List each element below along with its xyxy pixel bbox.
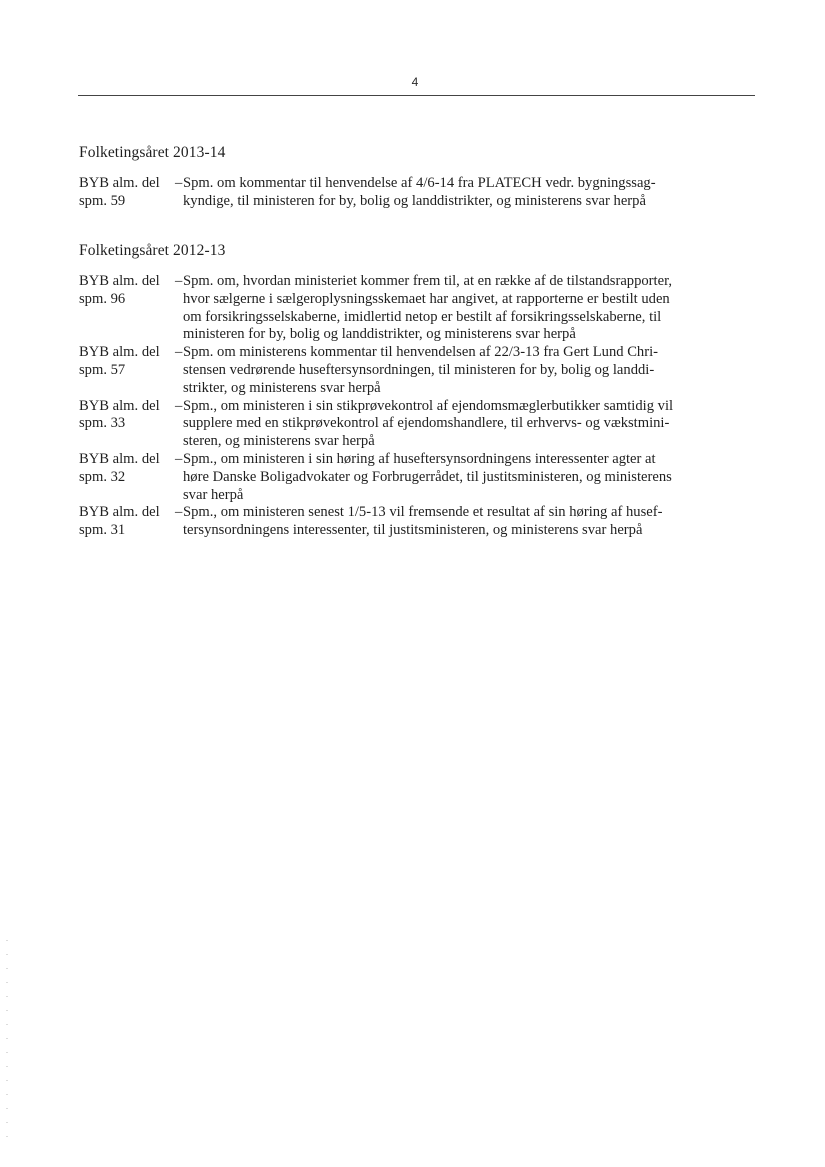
section-2013-14: [79, 143, 759, 211]
entry-text-line: ministeren for by, bolig og landdistrikter, og ministerens svar herpå: [183, 326, 576, 343]
entry-text-line: Spm., om ministeren i sin høring af huseftersynsordningens interessenter agter at: [183, 450, 656, 467]
entry-label: [79, 504, 183, 540]
entry-text-line: supplere med en stikprøvekontrol af ejendomshandlere, til erhvervs- og vækstmini-: [183, 415, 670, 432]
scan-margin-specks: [6, 940, 8, 1140]
section-heading: Folketingsåret 2013-14: [79, 144, 226, 161]
entry-text-line: Spm. om, hvordan ministeriet kommer frem til, at en række af de tilstandsrapporter,: [183, 273, 672, 289]
entry-text: [183, 451, 759, 504]
entry-label: [79, 398, 183, 451]
section-heading: Folketingsåret 2012-13: [79, 242, 226, 259]
entry-text-line: strikter, og ministerens svar herpå: [183, 379, 381, 396]
entry-dash: –: [175, 397, 183, 414]
entry-text-line: høre Danske Boligadvokater og Forbrugerrådet, til justitsministeren, og ministerens: [183, 468, 672, 485]
entry-label: [79, 451, 183, 504]
entry-spm-31: [79, 504, 759, 540]
entry-text: [183, 273, 759, 344]
entry-dash: –: [175, 344, 183, 361]
entry-text-line: om forsikringsselskaberne, imidlertid netop er bestilt af forsikringsselskaberne, til: [183, 308, 662, 325]
entry-label-line-1: BYB alm. del: [79, 175, 160, 191]
entry-text: [183, 344, 759, 397]
entry-spm-57: [79, 344, 759, 397]
entry-text-line: svar herpå: [183, 486, 244, 503]
entry-spm-32: [79, 451, 759, 504]
page-number: 4: [411, 75, 419, 89]
entry-label-line-1: BYB alm. del: [79, 273, 160, 289]
entry-text: [183, 504, 759, 540]
entry-label: [79, 273, 183, 344]
entry-text: [183, 398, 759, 451]
section-2012-13: [79, 241, 759, 540]
entry-label-line-2: spm. 57: [79, 361, 126, 378]
entry-label-line-2: spm. 32: [79, 468, 126, 485]
entry-label-line-2: spm. 96: [79, 290, 126, 307]
entry-text-line: stensen vedrørende huseftersynsordningen, til ministeren for by, bolig og landdi-: [183, 361, 655, 378]
entry-text-line: kyndige, til ministeren for by, bolig og landdistrikter, og ministerens svar herpå: [183, 192, 646, 209]
entry-label-line-2: spm. 31: [79, 522, 126, 539]
entry-text-line: Spm. om kommentar til henvendelse af 4/6-14 fra PLATECH vedr. bygningssag-: [183, 175, 656, 191]
entry-text-line: Spm., om ministeren senest 1/5-13 vil fremsende et resultat af sin høring af husef-: [183, 504, 663, 521]
entry-text-line: steren, og ministerens svar herpå: [183, 433, 375, 450]
entry-spm-96: [79, 273, 759, 344]
entry-dash: –: [175, 273, 183, 289]
entry-dash: –: [175, 175, 183, 191]
entry-text-line: tersynsordningens interessenter, til justitsministeren, og ministerens svar herpå: [183, 522, 643, 539]
entry-text: [183, 175, 759, 211]
entry-label-line-1: BYB alm. del: [79, 504, 160, 521]
entry-text-line: Spm., om ministeren i sin stikprøvekontrol af ejendomsmæglerbutikker samtidig vil: [183, 397, 674, 414]
entry-dash: –: [175, 504, 183, 521]
header-rule: [78, 95, 755, 96]
entry-spm-59: [79, 175, 759, 211]
entry-label-line-2: spm. 59: [79, 192, 126, 209]
entry-text-line: Spm. om ministerens kommentar til henvendelsen af 22/3-13 fra Gert Lund Chri-: [183, 344, 659, 361]
entry-spm-33: [79, 398, 759, 451]
entry-text-line: hvor sælgerne i sælgeroplysningsskemaet har angivet, at rapporterne er bestilt uden: [183, 290, 670, 307]
entry-label: [79, 344, 183, 397]
entry-label-line-1: BYB alm. del: [79, 344, 160, 361]
entry-label-line-1: BYB alm. del: [79, 450, 160, 467]
entry-dash: –: [175, 450, 183, 467]
entry-label-line-2: spm. 33: [79, 415, 126, 432]
entry-label-line-1: BYB alm. del: [79, 397, 160, 414]
entry-label: [79, 175, 183, 211]
